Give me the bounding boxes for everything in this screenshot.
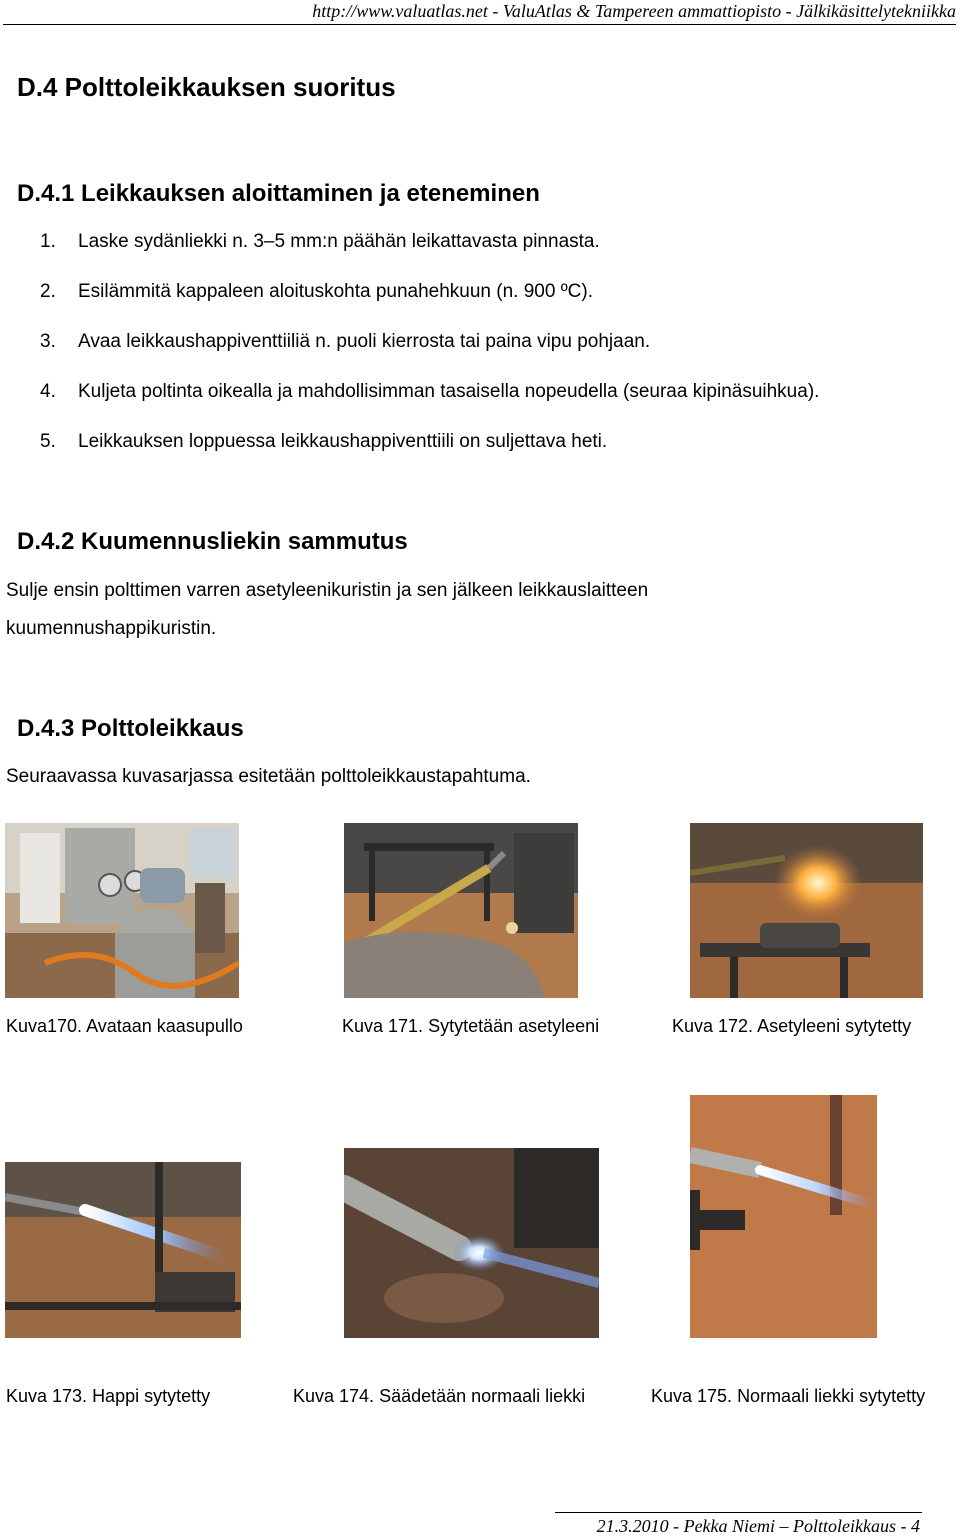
- intro-text: Seuraavassa kuvasarjassa esitetään polttoleikkaustapahtuma.: [6, 766, 531, 787]
- list-item: 5. Leikkauksen loppuessa leikkaushappiventtiili on suljettava heti.: [40, 431, 608, 452]
- caption-175: Kuva 175. Normaali liekki sytytetty: [651, 1386, 926, 1406]
- caption-174: Kuva 174. Säädetään normaali liekki: [293, 1386, 586, 1406]
- photo-adjusting-flame: [344, 1148, 599, 1338]
- page-footer: 21.3.2010 - Pekka Niemi – Polttoleikkaus - 4: [596, 1516, 920, 1536]
- header-divider: [3, 24, 956, 25]
- paragraph-line: kuumennushappikuristin.: [6, 618, 217, 639]
- subsection-title-d41: D.4.1 Leikkauksen aloittaminen ja eteneminen: [17, 180, 540, 207]
- page-header: http://www.valuatlas.net - ValuAtlas & Tampereen ammattiopisto - Jälkikäsittelytekniikka: [312, 1, 956, 21]
- paragraph-line: Sulje ensin polttimen varren asetyleenikuristin ja sen jälkeen leikkauslaitteen: [6, 580, 649, 601]
- list-item: 1. Laske sydänliekki n. 3–5 mm:n päähän leikattavasta pinnasta.: [40, 231, 600, 252]
- list-item: 3. Avaa leikkaushappiventtiiliä n. puoli kierrosta tai paina vipu pohjaan.: [40, 331, 651, 352]
- caption-171: Kuva 171. Sytytetään asetyleeni: [342, 1016, 600, 1036]
- caption-170: Kuva170. Avataan kaasupullo: [6, 1016, 243, 1036]
- photo-lighting-acetylene: [344, 823, 578, 998]
- footer-divider: [555, 1512, 922, 1513]
- photo-gas-cylinder: [5, 823, 239, 998]
- caption-173: Kuva 173. Happi sytytetty: [6, 1386, 211, 1406]
- steps-list: [40, 230, 819, 480]
- list-item: 2. Esilämmitä kappaleen aloituskohta punahehkuun (n. 900 ºC).: [40, 281, 593, 302]
- caption-172: Kuva 172. Asetyleeni sytytetty: [672, 1016, 912, 1036]
- subsection-title-d42: D.4.2 Kuumennusliekin sammutus: [17, 528, 408, 555]
- photo-acetylene-lit: [690, 823, 923, 998]
- list-item: 4. Kuljeta poltinta oikealla ja mahdollisimman tasaisella nopeudella (seuraa kipinäsuihkua).: [40, 381, 820, 402]
- subsection-title-d43: D.4.3 Polttoleikkaus: [17, 715, 244, 742]
- photo-normal-flame: [690, 1095, 877, 1338]
- section-title: D.4 Polttoleikkauksen suoritus: [17, 72, 396, 102]
- photo-oxygen-lit: [5, 1162, 241, 1338]
